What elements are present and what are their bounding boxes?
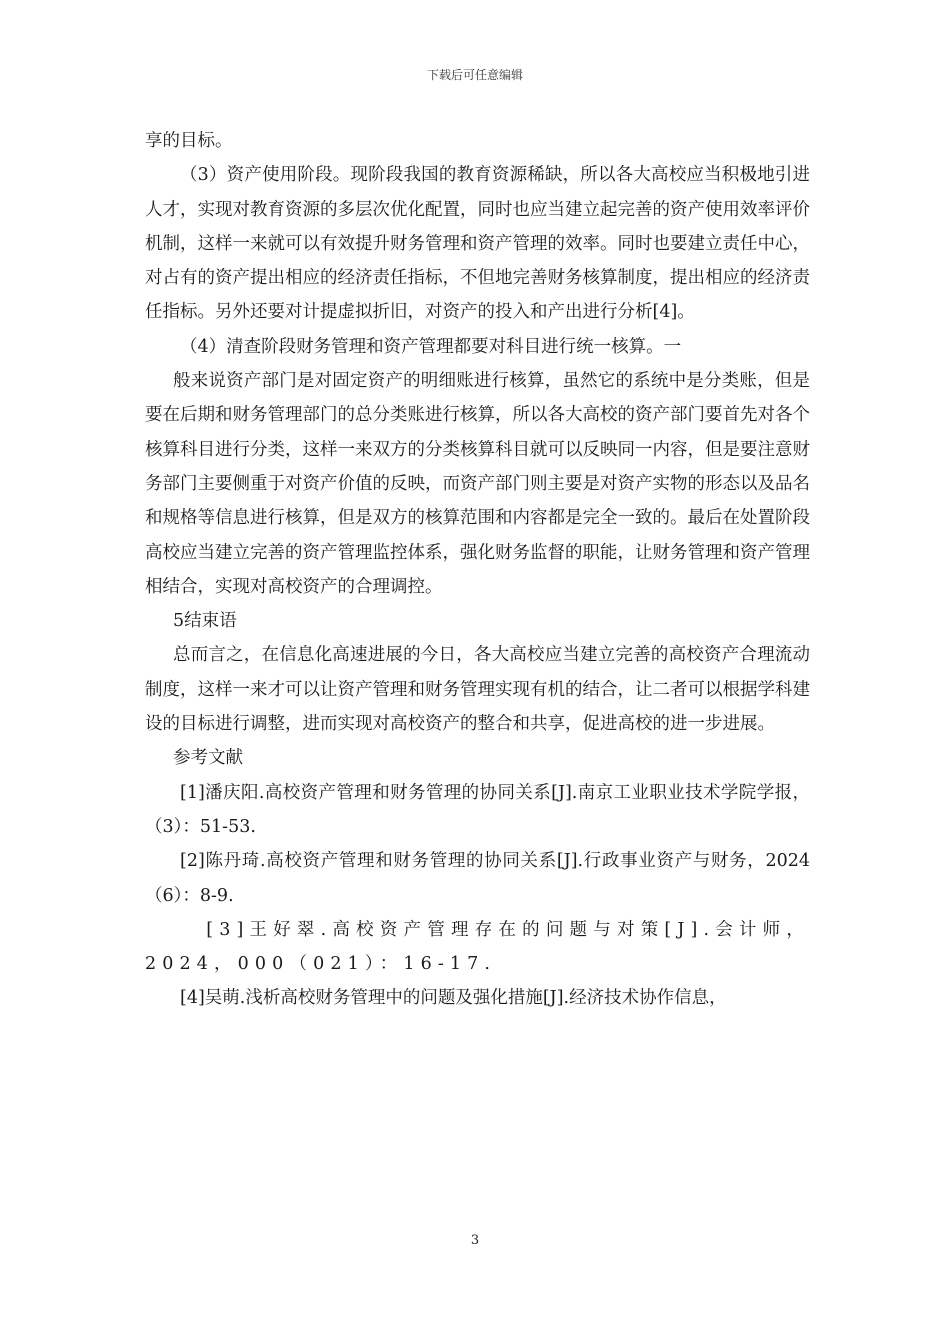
reference-item-1: [1]潘庆阳.高校资产管理和财务管理的协同关系[J].南京工业职业技术学院学报，（3）：51-53. xyxy=(145,782,810,837)
reference-item-2: [2]陈丹琦.高校资产管理和财务管理的协同关系[J].行政事业资产与财务，2024（6）：8-9. xyxy=(145,851,810,906)
body-text xyxy=(145,124,810,1016)
page-number: 3 xyxy=(470,1233,480,1248)
paragraph-continuation: 享的目标。 xyxy=(145,131,233,151)
paragraph-conclusion: 总而言之，在信息化高速进展的今日，各大高校应当建立完善的高校资产合理流动制度，这样一来才可以让资产管理和财务管理实现有机的结合，让二者可以根据学科建设的目标进行调整，进而实现对高校资产的整合和共享，促进高校的进一步进展。 xyxy=(145,645,810,735)
section-heading-conclusion: 5结束语 xyxy=(173,611,237,632)
paragraph-inventory-heading: （4）清查阶段财务管理和资产管理都要对科目进行统一核算。一 xyxy=(180,336,682,357)
reference-item-3: [3]王好翠.高校资产管理存在的问题与对策[J].会计师，2024，000（021）：16-17. xyxy=(145,919,810,975)
reference-item-4: [4]吴萌.浅析高校财务管理中的问题及强化措施[J].经济技术协作信息， xyxy=(180,988,727,1009)
section-heading-references: 参考文献 xyxy=(173,748,243,769)
paragraph-asset-use: （3）资产使用阶段。现阶段我国的教育资源稀缺，所以各大高校应当积极地引进人才，实现对教育资源的多层次优化配置，同时也应当建立起完善的资产使用效率评价机制，这样一来就可以有效提升财务管理和资产管理的效率。同时也要建立责任中心，对占有的资产提出相应的经济责任指标，不但地完善财务核算制度，提出相应的经济责任指标。另外还要对计提虚拟折旧，对资产的投入和产出进行分析[4]。 xyxy=(145,165,810,323)
paragraph-inventory-body: 般来说资产部门是对固定资产的明细账进行核算，虽然它的系统中是分类账，但是要在后期和财务管理部门的总分类账进行核算，所以各大高校的资产部门要首先对各个核算科目进行分类，这样一来双方的分类核算科目就可以反映同一内容，但是要注意财务部门主要侧重于对资产价值的反映，而资产部门则主要是对资产实物的形态以及品名和规格等信息进行核算，但是双方的核算范围和内容都是完全一致的。最后在处置阶段高校应当建立完善的资产管理监控体系，强化财务监督的职能，让财务管理和资产管理相结合，实现对高校资产的合理调控。 xyxy=(145,371,810,597)
page-header: 下载后可任意编辑 xyxy=(426,68,523,82)
